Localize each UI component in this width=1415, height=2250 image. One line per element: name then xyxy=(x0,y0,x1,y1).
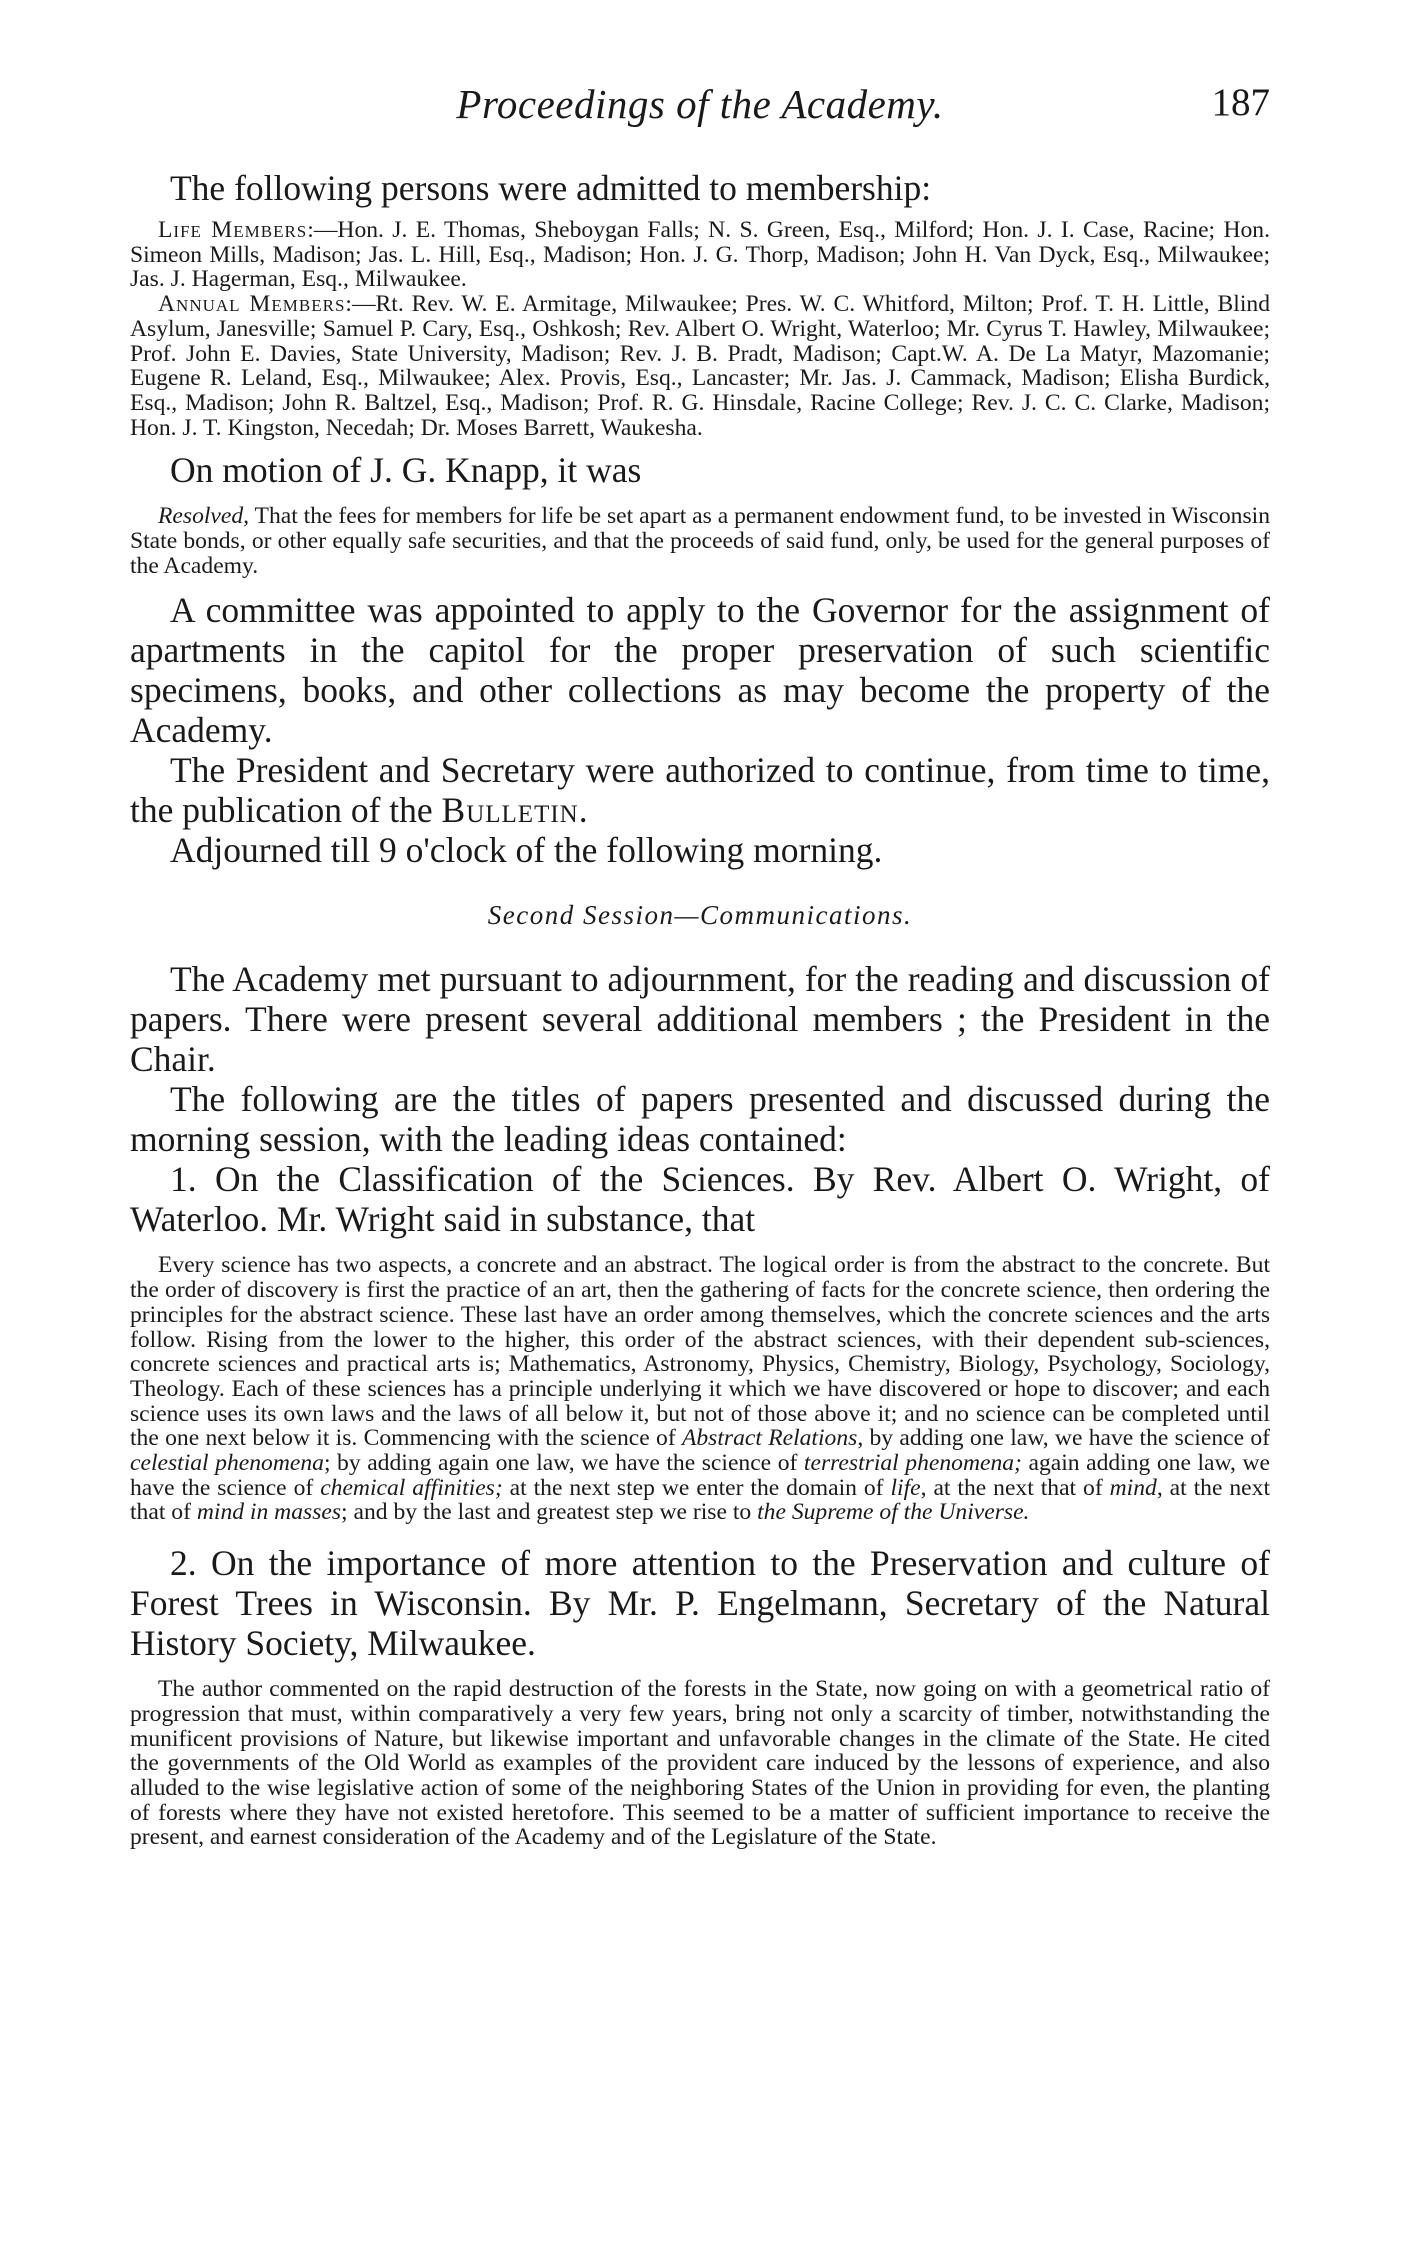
paper-1-title: 1. On the Classification of the Sciences. By Rev. Albert O. Wright, of Waterloo. Mr. Wright said in substance, that xyxy=(130,1159,1270,1240)
abstract-1-text: , by adding one law, we have the science of xyxy=(857,1425,1270,1452)
abstract-1-term: terrestrial phenomena; xyxy=(803,1450,1022,1477)
resolved-label: Resolved, xyxy=(158,503,250,530)
committee-paragraph: A committee was appointed to apply to the Governor for the assignment of apartments in the capitol for the proper preservation of such scientific specimens, books, and other collections as may become the property of the Academy. xyxy=(130,590,1270,751)
abstract-1-text: , at the next that of xyxy=(130,1474,1271,1526)
paper-2-abstract: The author commented on the rapid destruction of the forests in the State, now going on with a geometrical ratio of progression that must, within comparatively a very few years, bring not only a scarcity of timber, notwithstanding the munificent provisions of Nature, but likewise important and unfavorable changes in the climate of the State. He cited the governments of the Old World as examples of the provident care induced by the lessons of experience, and also alluded to the wise legislative action of some of the neighboring States of the Union in providing for even, the planting of forests where they have not existed heretofore. This seemed to be a matter of sufficient importance to receive the present, and earnest consideration of the Academy and of the Legislature of the State. xyxy=(130,1676,1270,1851)
abstract-1-term: mind in masses xyxy=(196,1499,342,1526)
abstract-1-term: mind xyxy=(1109,1474,1157,1501)
session-heading: Second Session—Communications. xyxy=(487,900,913,931)
resolution-paragraph xyxy=(130,504,1270,578)
life-members-paragraph xyxy=(130,218,1270,292)
abstract-1-term: Abstract Relations xyxy=(681,1425,858,1452)
document-page xyxy=(130,80,1270,1850)
running-header xyxy=(130,80,1270,140)
annual-members-label: Annual Members xyxy=(158,291,346,318)
abstract-1-term: chemical affinities; xyxy=(320,1474,503,1501)
abstract-1-text: again adding one law, we have the science of xyxy=(130,1450,1270,1501)
abstract-1-term: life xyxy=(890,1474,921,1501)
resolved-text: That the fees for members for life be set apart as a permanent endowment fund, to be invested in Wisconsin State bonds, or other equally safe securities, and that the proceeds of said fund, only, be used for the general purposes of the Academy. xyxy=(130,503,1270,579)
annual-members-paragraph xyxy=(130,292,1270,440)
paper-1-abstract xyxy=(130,1253,1270,1525)
bulletin-title: Bulletin xyxy=(441,790,579,831)
abstract-1-text: ; and by the last and greatest step we rise to xyxy=(341,1499,758,1526)
president-text-a: The President and Secretary were authorized to continue, from time to time, the publication of the xyxy=(130,750,1270,831)
academy-met-paragraph: The Academy met pursuant to adjournment, for the reading and discussion of papers. There were present several additional members ; the President in the Chair. xyxy=(130,959,1270,1080)
abstract-1-text: Every science has two aspects, a concrete and an abstract. The logical order is from the abstract to the concrete. But the order of discovery is first the practice of an art, then the gathering of facts for the concrete science, then ordering the principles for the abstract science. These last have an order among themselves, which the concrete sciences and the arts follow. Rising from the lower to the higher, this order of the abstract sciences, with their dependent sub-sciences, concrete sciences and practical arts is; Mathematics, Astronomy, Physics, Chemistry, Biology, Psychology, Sociology, Theology. Each of these sciences has a principle underlying it which we have discovered or hope to discover; and each science uses its own laws and the laws of all below it, but not of those above it; and no science can be completed until the one next below it is. Commencing with the science of xyxy=(130,1252,1270,1452)
abstract-1-text: ; by adding again one law, we have the science of xyxy=(323,1450,804,1477)
adjourned-paragraph: Adjourned till 9 o'clock of the following morning. xyxy=(170,830,883,871)
annual-members-text: :—Rt. Rev. W. E. Armitage, Milwaukee; Pres. W. C. Whitford, Milton; Prof. T. H. Little, Blind Asylum, Janesville; Samuel P. Cary, Esq., Oshkosh; Rev. Albert O. Wright, Waterloo; Mr. Cyrus T. Hawley, Milwaukee; Prof. John E. Davies, State University, Madison; Rev. J. B. Pradt, Madison; Capt.W. A. De La Matyr, Mazomanie; Eugene R. Leland, Esq., Milwaukee; Alex. Provis, Esq., Lancaster; Mr. Jas. J. Cammack, Madison; Elisha Burdick, Esq., Madison; John R. Baltzel, Esq., Madison; Prof. R. G. Hinsdale, Racine College; Rev. J. C. C. Clarke, Madison; Hon. J. T. Kingston, Necedah; Dr. Moses Barrett, Waukesha. xyxy=(130,291,1270,441)
president-text-b: . xyxy=(578,790,588,831)
motion-paragraph: On motion of J. G. Knapp, it was xyxy=(170,450,642,491)
abstract-1-text: at the next step we enter the domain of xyxy=(502,1474,891,1501)
running-title: Proceedings of the Academy. xyxy=(456,81,944,127)
abstract-1-term: the Supreme of the Universe. xyxy=(757,1499,1030,1526)
life-members-label: Life Members xyxy=(158,217,308,243)
page-number: 187 xyxy=(1211,81,1270,124)
abstract-1-term: celestial phenomena xyxy=(130,1450,324,1477)
paper-2-title: 2. On the importance of more attention to the Preservation and culture of Forest Trees in Wisconsin. By Mr. P. Engelmann, Secretary of the Natural History Society, Milwaukee. xyxy=(130,1543,1270,1664)
abstract-1-text: , at the next that of xyxy=(920,1474,1110,1501)
president-paragraph xyxy=(130,750,1270,830)
life-members-text: :—Hon. J. E. Thomas, Sheboygan Falls; N. S. Green, Esq., Milford; Hon. J. I. Case, Racine; Hon. Simeon Mills, Madison; Jas. L. Hill, Esq., Madison; Hon. J. G. Thorp, Madison; John H. Van Dyck, Esq., Milwaukee; Jas. J. Hagerman, Esq., Milwaukee. xyxy=(130,217,1270,293)
following-titles-paragraph: The following are the titles of papers presented and discussed during the morning session, with the leading ideas contained: xyxy=(130,1079,1270,1160)
admitted-heading: The following persons were admitted to membership: xyxy=(170,168,932,208)
